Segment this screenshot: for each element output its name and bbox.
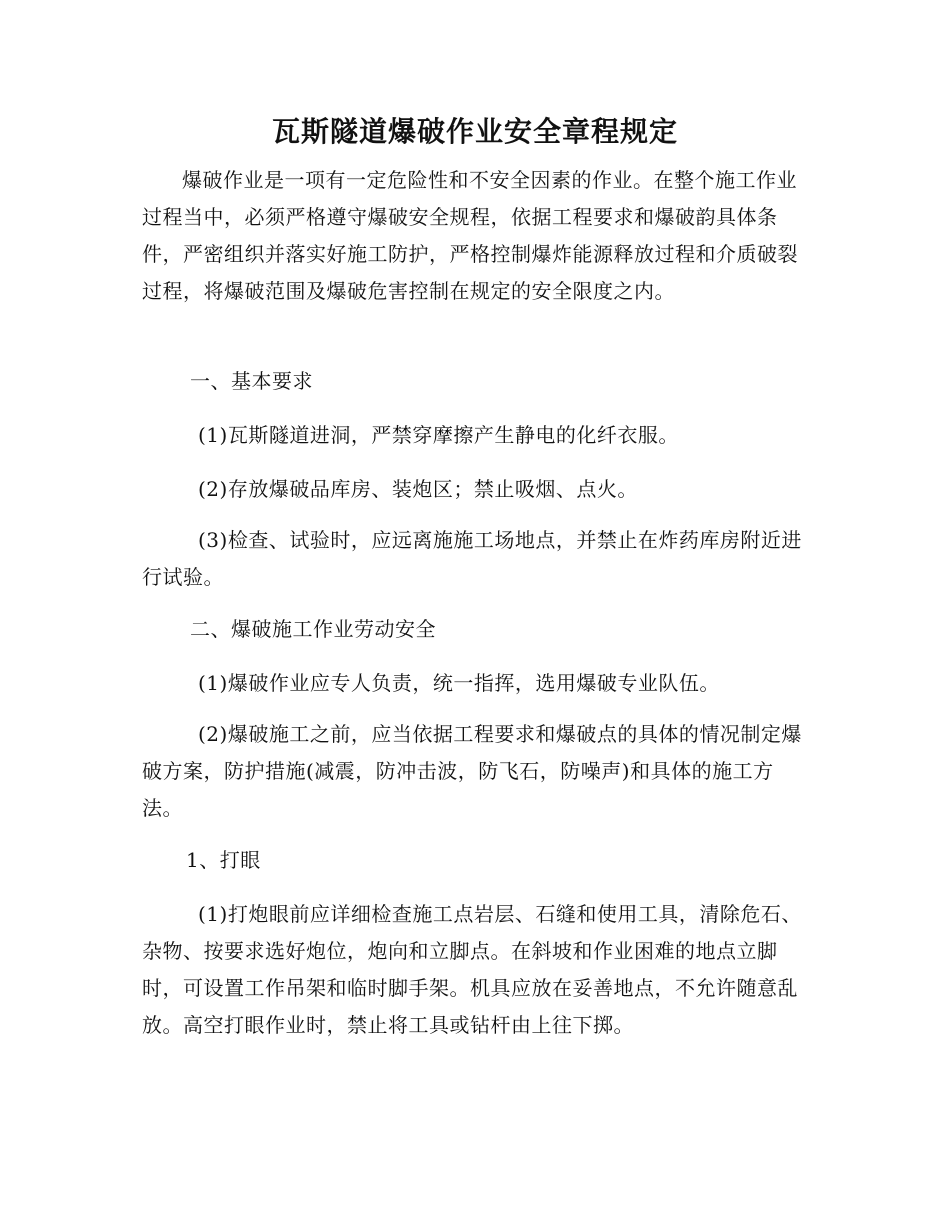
list-item: (2)爆破施工之前，应当依据工程要求和爆破点的具体的情况制定爆破方案，防护措施(减震，防冲击波，防飞石，防噪声)和具体的施工方法。	[142, 722, 802, 820]
list-item: (1)打炮眼前应详细检查施工点岩层、石缝和使用工具，清除危石、杂物、按要求选好炮位，炮向和立脚点。在斜坡和作业困难的地点立脚时，可设置工作吊架和临时脚手架。机具应放在妥善地点，不允许随意乱放。高空打眼作业时，禁止将工具或钻杆由上往下掷。	[142, 902, 802, 1037]
section-heading-labor-safety: 二、爆破施工作业劳动安全	[190, 617, 436, 641]
document-title: 瓦斯隧道爆破作业安全章程规定	[271, 115, 678, 148]
section-heading-basic-requirements: 一、基本要求	[190, 369, 313, 393]
list-item: (3)检查、试验时，应远离施施工场地点，并禁止在炸药库房附近进行试验。	[142, 528, 802, 589]
list-item: (1)爆破作业应专人负责，统一指挥，选用爆破专业队伍。	[198, 671, 720, 695]
list-item: (2)存放爆破品库房、装炮区；禁止吸烟、点火。	[198, 477, 638, 501]
subsection-heading-drilling: 1、打眼	[186, 848, 261, 872]
intro-paragraph: 爆破作业是一项有一定危险性和不安全因素的作业。在整个施工作业过程当中，必须严格遵守爆破安全规程，依据工程要求和爆破韵具体条件，严密组织并落实好施工防护，严格控制爆炸能源释放过程和介质破裂过程，将爆破范围及爆破危害控制在规定的安全限度之内。	[142, 168, 798, 303]
list-item: (1)瓦斯隧道进洞，严禁穿摩擦产生静电的化纤衣服。	[198, 423, 679, 447]
